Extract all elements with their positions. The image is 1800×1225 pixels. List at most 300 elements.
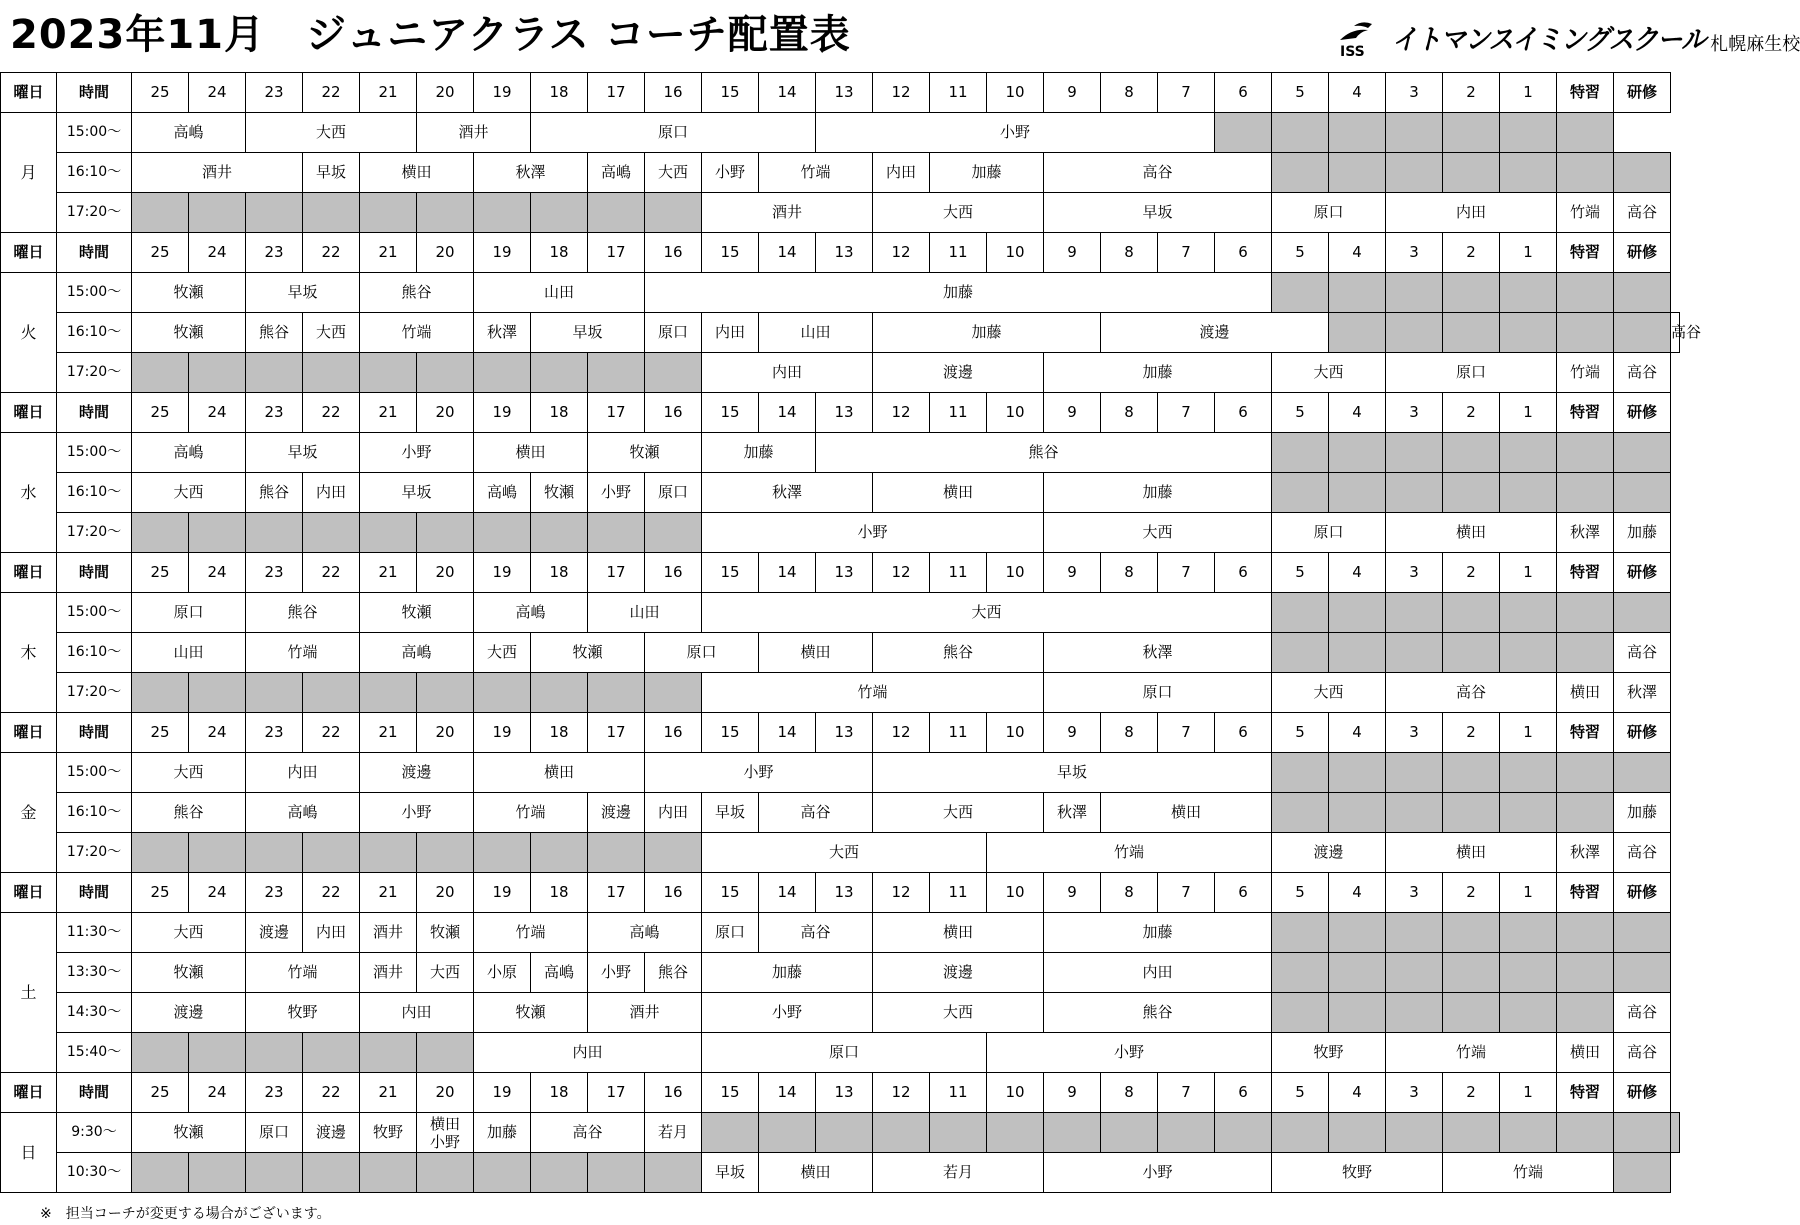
- header-lane: 6: [1215, 1073, 1272, 1113]
- header-lane: 3: [1386, 393, 1443, 433]
- header-lane: 13: [816, 553, 873, 593]
- header-lane: 20: [417, 393, 474, 433]
- coach-cell: 高谷: [759, 913, 873, 953]
- closed-cell: [1614, 593, 1671, 633]
- header-lane: 23: [246, 713, 303, 753]
- coach-cell: 竹端: [474, 793, 588, 833]
- coach-cell: 牧野: [360, 1113, 417, 1153]
- closed-cell: [1329, 473, 1386, 513]
- coach-cell: 高谷: [1614, 993, 1671, 1033]
- header-lane: 13: [816, 73, 873, 113]
- header-lane: 25: [132, 73, 189, 113]
- time-slot: 11:30～: [57, 913, 132, 953]
- closed-cell: [1386, 473, 1443, 513]
- iss-logo-icon: [1338, 18, 1390, 58]
- coach-cell: 竹端: [246, 633, 360, 673]
- coach-cell: 秋澤: [1044, 633, 1272, 673]
- header-training: 研修: [1614, 233, 1671, 273]
- coach-cell: 原口: [246, 1113, 303, 1153]
- closed-cell: [303, 1033, 360, 1073]
- coach-cell: 原口: [531, 113, 816, 153]
- closed-cell: [1443, 313, 1500, 353]
- coach-cell: 高嶋: [588, 153, 645, 193]
- closed-cell: [1272, 753, 1329, 793]
- header-lane: 15: [702, 1073, 759, 1113]
- header-lane: 10: [987, 553, 1044, 593]
- closed-cell: [531, 193, 588, 233]
- closed-cell: [1500, 793, 1557, 833]
- coach-cell: 山田: [588, 593, 702, 633]
- coach-cell: 牧野: [1272, 1033, 1386, 1073]
- schedule-row: [1, 753, 1680, 793]
- closed-cell: [1443, 433, 1500, 473]
- closed-cell: [531, 513, 588, 553]
- closed-cell: [1329, 433, 1386, 473]
- header-lane: 13: [816, 233, 873, 273]
- coach-cell: 高谷: [1614, 193, 1671, 233]
- coach-cell: 横田 小野: [417, 1113, 474, 1153]
- header-special: 特習: [1557, 553, 1614, 593]
- schedule-row: [1, 1033, 1680, 1073]
- header-lane: 10: [987, 713, 1044, 753]
- schedule-row: [1, 513, 1680, 553]
- closed-cell: [189, 513, 246, 553]
- header-lane: 11: [930, 73, 987, 113]
- coach-cell: 大西: [474, 633, 531, 673]
- closed-cell: [1386, 433, 1443, 473]
- closed-cell: [1443, 993, 1500, 1033]
- header-lane: 11: [930, 713, 987, 753]
- header-lane: 20: [417, 713, 474, 753]
- header-lane: 10: [987, 873, 1044, 913]
- closed-cell: [1215, 113, 1272, 153]
- closed-cell: [246, 353, 303, 393]
- header-lane: 24: [189, 233, 246, 273]
- coach-cell: 酒井: [702, 193, 873, 233]
- coach-cell: 渡邊: [246, 913, 303, 953]
- coach-cell: 渡邊: [1101, 313, 1329, 353]
- coach-cell: 小野: [588, 473, 645, 513]
- schedule-row: [1, 673, 1680, 713]
- header-lane: 7: [1158, 873, 1215, 913]
- coach-cell: 大西: [417, 953, 474, 993]
- header-lane: 12: [873, 1073, 930, 1113]
- header-day: 曜日: [1, 553, 57, 593]
- schedule-row: [1, 273, 1680, 313]
- time-slot: 15:00～: [57, 593, 132, 633]
- coach-cell: 加藤: [474, 1113, 531, 1153]
- coach-cell: 早坂: [360, 473, 474, 513]
- coach-cell: 牧瀬: [531, 473, 588, 513]
- coach-cell: 牧瀬: [531, 633, 645, 673]
- closed-cell: [189, 833, 246, 873]
- header-lane: 8: [1101, 713, 1158, 753]
- header-lane: 23: [246, 1073, 303, 1113]
- coach-cell: 横田: [360, 153, 474, 193]
- coach-cell: 大西: [1044, 513, 1272, 553]
- closed-cell: [1101, 1113, 1158, 1153]
- closed-cell: [474, 513, 531, 553]
- header-lane: 5: [1272, 553, 1329, 593]
- header-lane: 5: [1272, 873, 1329, 913]
- closed-cell: [1329, 913, 1386, 953]
- coach-cell: 加藤: [1044, 913, 1272, 953]
- header-lane: 12: [873, 553, 930, 593]
- coach-cell: 早坂: [873, 753, 1272, 793]
- time-slot: 9:30～: [57, 1113, 132, 1153]
- coach-cell: 原口: [645, 473, 702, 513]
- closed-cell: [1329, 993, 1386, 1033]
- closed-cell: [1443, 273, 1500, 313]
- header-lane: 9: [1044, 393, 1101, 433]
- closed-cell: [1329, 953, 1386, 993]
- header-lane: 12: [873, 233, 930, 273]
- closed-cell: [417, 193, 474, 233]
- coach-cell: 酒井: [417, 113, 531, 153]
- coach-cell: 酒井: [360, 953, 417, 993]
- coach-cell: 加藤: [1044, 473, 1272, 513]
- header-day: 曜日: [1, 233, 57, 273]
- closed-cell: [588, 513, 645, 553]
- coach-cell: 牧瀬: [474, 993, 588, 1033]
- coach-cell: 大西: [132, 913, 246, 953]
- coach-cell: 内田: [702, 353, 873, 393]
- header-lane: 14: [759, 393, 816, 433]
- header-lane: 22: [303, 73, 360, 113]
- header-lane: 14: [759, 1073, 816, 1113]
- closed-cell: [1272, 953, 1329, 993]
- header-lane: 2: [1443, 873, 1500, 913]
- header-lane: 16: [645, 393, 702, 433]
- coach-cell: 竹端: [1557, 193, 1614, 233]
- closed-cell: [189, 193, 246, 233]
- header-lane: 2: [1443, 713, 1500, 753]
- header-lane: 15: [702, 553, 759, 593]
- header-lane: 11: [930, 553, 987, 593]
- coach-cell: 秋澤: [474, 153, 588, 193]
- closed-cell: [474, 193, 531, 233]
- header-lane: 14: [759, 553, 816, 593]
- closed-cell: [1386, 1113, 1443, 1153]
- closed-cell: [1272, 1113, 1329, 1153]
- header-lane: 15: [702, 233, 759, 273]
- header-lane: 25: [132, 553, 189, 593]
- closed-cell: [1329, 633, 1386, 673]
- header-training: 研修: [1614, 713, 1671, 753]
- closed-cell: [1443, 793, 1500, 833]
- coach-cell: 原口: [1272, 513, 1386, 553]
- closed-cell: [303, 1153, 360, 1193]
- closed-cell: [1614, 433, 1671, 473]
- closed-cell: [360, 1153, 417, 1193]
- header-lane: 16: [645, 873, 702, 913]
- header-lane: 16: [645, 1073, 702, 1113]
- coach-cell: 原口: [702, 1033, 987, 1073]
- header-training: 研修: [1614, 873, 1671, 913]
- closed-cell: [1557, 913, 1614, 953]
- coach-cell: 山田: [132, 633, 246, 673]
- coach-cell: 大西: [1272, 673, 1386, 713]
- coach-cell: 大西: [702, 593, 1272, 633]
- closed-cell: [816, 1113, 873, 1153]
- schedule-row: [1, 473, 1680, 513]
- closed-cell: [132, 193, 189, 233]
- header-lane: 11: [930, 393, 987, 433]
- closed-cell: [360, 193, 417, 233]
- coach-cell: 牧瀬: [132, 313, 246, 353]
- coach-cell: 原口: [645, 633, 759, 673]
- header-row: [1, 873, 1680, 913]
- header-lane: 24: [189, 553, 246, 593]
- header-lane: 8: [1101, 1073, 1158, 1113]
- header-lane: 10: [987, 73, 1044, 113]
- header-lane: 21: [360, 233, 417, 273]
- closed-cell: [246, 513, 303, 553]
- coach-cell: 秋澤: [1614, 673, 1671, 713]
- header-training: 研修: [1614, 553, 1671, 593]
- coach-cell: 横田: [873, 913, 1044, 953]
- schedule-row: [1, 193, 1680, 233]
- closed-cell: [132, 513, 189, 553]
- time-slot: 16:10～: [57, 153, 132, 193]
- closed-cell: [474, 353, 531, 393]
- closed-cell: [1614, 273, 1671, 313]
- header-lane: 2: [1443, 553, 1500, 593]
- coach-cell: 大西: [132, 473, 246, 513]
- time-slot: 17:20～: [57, 673, 132, 713]
- closed-cell: [1443, 1113, 1500, 1153]
- coach-cell: 横田: [1386, 513, 1557, 553]
- closed-cell: [1386, 913, 1443, 953]
- coach-cell: 高谷: [1614, 1033, 1671, 1073]
- coach-cell: 小野: [588, 953, 645, 993]
- closed-cell: [246, 833, 303, 873]
- header-lane: 12: [873, 873, 930, 913]
- schedule-row: [1, 153, 1680, 193]
- header-lane: 6: [1215, 233, 1272, 273]
- closed-cell: [1443, 753, 1500, 793]
- coach-cell: 竹端: [702, 673, 1044, 713]
- closed-cell: [417, 353, 474, 393]
- time-slot: 13:30～: [57, 953, 132, 993]
- header-lane: 19: [474, 1073, 531, 1113]
- header-special: 特習: [1557, 393, 1614, 433]
- header-lane: 18: [531, 393, 588, 433]
- closed-cell: [1557, 633, 1614, 673]
- schedule-row: [1, 833, 1680, 873]
- header-lane: 18: [531, 1073, 588, 1113]
- coach-cell: 横田: [1101, 793, 1272, 833]
- header-lane: 5: [1272, 73, 1329, 113]
- header-lane: 25: [132, 233, 189, 273]
- coach-cell: 内田: [645, 793, 702, 833]
- closed-cell: [645, 353, 702, 393]
- closed-cell: [1272, 593, 1329, 633]
- closed-cell: [1272, 433, 1329, 473]
- closed-cell: [645, 673, 702, 713]
- coach-cell: 山田: [759, 313, 873, 353]
- header-lane: 22: [303, 873, 360, 913]
- coach-cell: 内田: [303, 913, 360, 953]
- coach-cell: 大西: [873, 193, 1044, 233]
- header-lane: 19: [474, 73, 531, 113]
- closed-cell: [132, 833, 189, 873]
- header-lane: 8: [1101, 393, 1158, 433]
- schedule-row: [1, 913, 1680, 953]
- schedule-row: [1, 113, 1680, 153]
- coach-cell: 牧瀬: [417, 913, 474, 953]
- time-slot: 17:20～: [57, 833, 132, 873]
- coach-cell: 加藤: [702, 433, 816, 473]
- header-day: 曜日: [1, 873, 57, 913]
- closed-cell: [1614, 1113, 1671, 1153]
- coach-cell: 牧瀬: [132, 273, 246, 313]
- coach-cell: 高谷: [1386, 673, 1557, 713]
- coach-cell: 熊谷: [246, 593, 360, 633]
- closed-cell: [1500, 113, 1557, 153]
- coach-cell: 山田: [474, 273, 645, 313]
- day-label: 水: [1, 433, 57, 553]
- header-special: 特習: [1557, 713, 1614, 753]
- header-lane: 25: [132, 1073, 189, 1113]
- header-row: [1, 553, 1680, 593]
- closed-cell: [588, 673, 645, 713]
- closed-cell: [360, 673, 417, 713]
- coach-cell: 大西: [873, 993, 1044, 1033]
- coach-cell: 牧野: [246, 993, 360, 1033]
- coach-cell: 横田: [1557, 673, 1614, 713]
- header-lane: 17: [588, 73, 645, 113]
- time-slot: 15:40～: [57, 1033, 132, 1073]
- schedule-row: [1, 1153, 1680, 1193]
- closed-cell: [588, 1153, 645, 1193]
- closed-cell: [474, 833, 531, 873]
- header-time: 時間: [57, 873, 132, 913]
- closed-cell: [987, 1113, 1044, 1153]
- coach-cell: 内田: [246, 753, 360, 793]
- closed-cell: [759, 1113, 816, 1153]
- header-lane: 18: [531, 73, 588, 113]
- header-lane: 8: [1101, 873, 1158, 913]
- header-lane: 4: [1329, 1073, 1386, 1113]
- header-lane: 7: [1158, 73, 1215, 113]
- closed-cell: [1272, 633, 1329, 673]
- closed-cell: [1044, 1113, 1101, 1153]
- closed-cell: [1500, 753, 1557, 793]
- header-lane: 13: [816, 713, 873, 753]
- branch-name: 札幌麻生校: [1710, 34, 1800, 55]
- coach-cell: 横田: [1386, 833, 1557, 873]
- coach-cell: 早坂: [303, 153, 360, 193]
- coach-cell: 高嶋: [588, 913, 702, 953]
- coach-cell: 渡邊: [588, 793, 645, 833]
- closed-cell: [1443, 953, 1500, 993]
- time-slot: 16:10～: [57, 313, 132, 353]
- header-lane: 6: [1215, 713, 1272, 753]
- closed-cell: [1500, 913, 1557, 953]
- closed-cell: [1614, 153, 1671, 193]
- coach-cell: 渡邊: [132, 993, 246, 1033]
- header-lane: 17: [588, 1073, 645, 1113]
- closed-cell: [1386, 273, 1443, 313]
- coach-cell: 渡邊: [873, 953, 1044, 993]
- header-lane: 23: [246, 73, 303, 113]
- closed-cell: [1329, 273, 1386, 313]
- closed-cell: [1500, 433, 1557, 473]
- closed-cell: [645, 513, 702, 553]
- header-lane: 1: [1500, 873, 1557, 913]
- time-slot: 16:10～: [57, 633, 132, 673]
- coach-cell: 若月: [873, 1153, 1044, 1193]
- header-lane: 10: [987, 233, 1044, 273]
- closed-cell: [1671, 1113, 1680, 1153]
- coach-cell: 小野: [702, 513, 1044, 553]
- closed-cell: [474, 673, 531, 713]
- header-lane: 18: [531, 553, 588, 593]
- closed-cell: [1443, 113, 1500, 153]
- closed-cell: [417, 1033, 474, 1073]
- closed-cell: [417, 673, 474, 713]
- header-lane: 20: [417, 553, 474, 593]
- coach-cell: 高谷: [1671, 313, 1680, 353]
- header-lane: 3: [1386, 233, 1443, 273]
- closed-cell: [1272, 473, 1329, 513]
- coach-cell: 熊谷: [1044, 993, 1272, 1033]
- closed-cell: [645, 1153, 702, 1193]
- closed-cell: [1215, 1113, 1272, 1153]
- header-lane: 3: [1386, 1073, 1443, 1113]
- coach-cell: 内田: [474, 1033, 702, 1073]
- coach-cell: 横田: [873, 473, 1044, 513]
- header-lane: 7: [1158, 1073, 1215, 1113]
- coach-cell: 牧瀬: [132, 953, 246, 993]
- school-logo: [1338, 18, 1800, 58]
- header-lane: 14: [759, 873, 816, 913]
- closed-cell: [1614, 313, 1671, 353]
- coach-cell: 加藤: [930, 153, 1044, 193]
- header-lane: 13: [816, 393, 873, 433]
- closed-cell: [1557, 593, 1614, 633]
- closed-cell: [303, 193, 360, 233]
- day-label: 日: [1, 1113, 57, 1193]
- closed-cell: [1272, 793, 1329, 833]
- coach-cell: 牧瀬: [588, 433, 702, 473]
- closed-cell: [1500, 633, 1557, 673]
- closed-cell: [1329, 1113, 1386, 1153]
- coach-cell: 内田: [1386, 193, 1557, 233]
- closed-cell: [417, 513, 474, 553]
- header-lane: 24: [189, 393, 246, 433]
- closed-cell: [1329, 113, 1386, 153]
- day-label: 木: [1, 593, 57, 713]
- coach-cell: 早坂: [1044, 193, 1272, 233]
- header-lane: 25: [132, 393, 189, 433]
- header-lane: 20: [417, 233, 474, 273]
- closed-cell: [417, 1153, 474, 1193]
- closed-cell: [873, 1113, 930, 1153]
- header-time: 時間: [57, 713, 132, 753]
- closed-cell: [1614, 1153, 1671, 1193]
- coach-cell: 小野: [702, 993, 873, 1033]
- header-row: [1, 713, 1680, 753]
- closed-cell: [1272, 273, 1329, 313]
- header-lane: 19: [474, 553, 531, 593]
- closed-cell: [1272, 153, 1329, 193]
- coach-cell: 高嶋: [246, 793, 360, 833]
- closed-cell: [417, 833, 474, 873]
- header-lane: 24: [189, 713, 246, 753]
- header-day: 曜日: [1, 1073, 57, 1113]
